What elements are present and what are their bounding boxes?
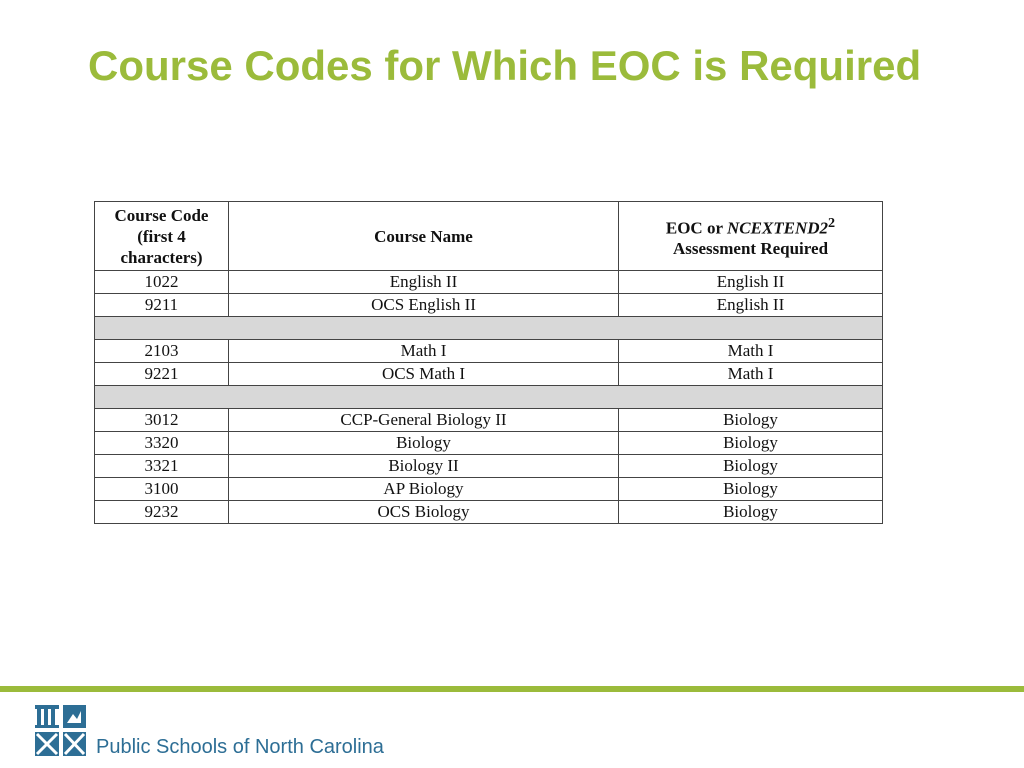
group-separator-cell (95, 386, 883, 409)
course-code-table (94, 201, 883, 524)
assessment-cell: Math I (619, 340, 883, 363)
table-row (95, 363, 883, 386)
assessment-cell: Biology (619, 432, 883, 455)
assessment-cell: Biology (619, 478, 883, 501)
course-code-cell: 9232 (95, 501, 229, 524)
table-row (95, 455, 883, 478)
nc-public-schools-logo-icon (34, 703, 88, 759)
header-assessment-line-2: Assessment Required (672, 239, 829, 259)
header-course-name: Course Name (229, 202, 619, 271)
table-row (95, 271, 883, 294)
course-name-cell: CCP-General Biology II (229, 409, 619, 432)
header-code-line-1: Course Code (114, 205, 209, 225)
course-name-cell: OCS Math I (229, 363, 619, 386)
course-name-cell: AP Biology (229, 478, 619, 501)
assessment-cell: Biology (619, 409, 883, 432)
group-separator-cell (95, 317, 883, 340)
header-course-code (95, 202, 229, 271)
header-assessment (619, 202, 883, 271)
table-row (95, 478, 883, 501)
header-code-line-3: characters) (120, 247, 203, 267)
table-row (95, 409, 883, 432)
table-row (95, 294, 883, 317)
group-separator-row (95, 317, 883, 340)
table-header-row (95, 202, 883, 271)
course-code-cell: 2103 (95, 340, 229, 363)
header-code-line-2: (first 4 (137, 226, 186, 246)
assessment-cell: Math I (619, 363, 883, 386)
header-assessment-footnote: 2 (828, 214, 836, 231)
course-code-cell: 9221 (95, 363, 229, 386)
assessment-cell: English II (619, 271, 883, 294)
course-code-cell: 9211 (95, 294, 229, 317)
course-code-cell: 3100 (95, 478, 229, 501)
course-code-cell: 3012 (95, 409, 229, 432)
course-code-cell: 1022 (95, 271, 229, 294)
course-code-cell: 3321 (95, 455, 229, 478)
table-row (95, 340, 883, 363)
table-row (95, 501, 883, 524)
group-separator-row (95, 386, 883, 409)
course-name-cell: Biology (229, 432, 619, 455)
header-assessment-italic: NCEXTEND2 (726, 218, 829, 238)
slide-title: Course Codes for Which EOC is Required (88, 42, 922, 89)
course-code-cell: 3320 (95, 432, 229, 455)
assessment-cell: Biology (619, 455, 883, 478)
course-name-cell: OCS English II (229, 294, 619, 317)
table-row (95, 432, 883, 455)
header-assessment-prefix: EOC or (665, 218, 727, 238)
organization-name: Public Schools of North Carolina (96, 736, 384, 758)
table-body (95, 271, 883, 524)
course-name-cell: English II (229, 271, 619, 294)
course-name-cell: OCS Biology (229, 501, 619, 524)
assessment-cell: English II (619, 294, 883, 317)
course-name-cell: Math I (229, 340, 619, 363)
course-name-cell: Biology II (229, 455, 619, 478)
assessment-cell: Biology (619, 501, 883, 524)
footer-divider (0, 686, 1024, 692)
